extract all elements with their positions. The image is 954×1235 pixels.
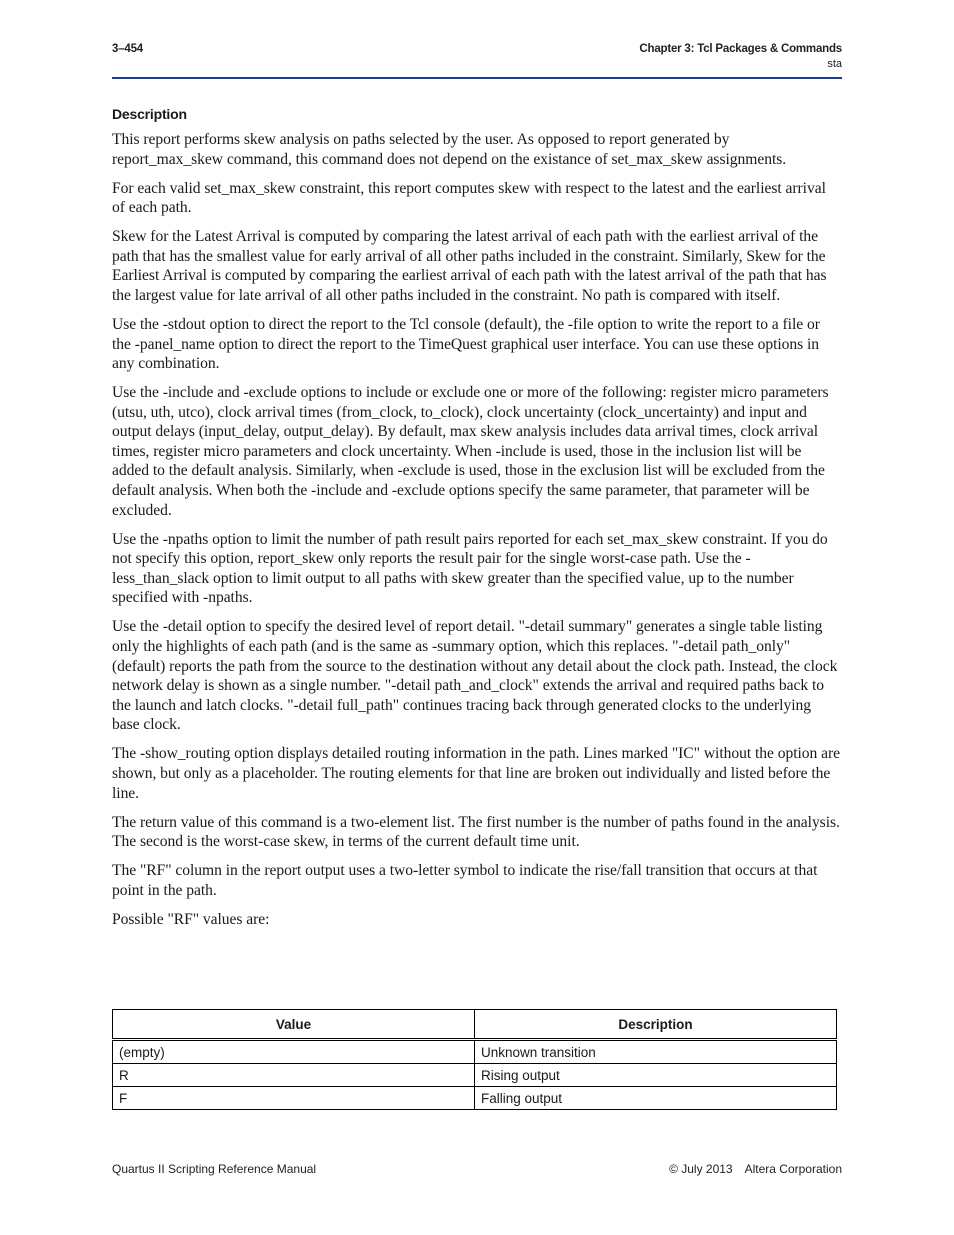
section-name: sta xyxy=(827,58,842,70)
rf-values-table xyxy=(112,1009,837,1110)
paragraph: Possible "RF" values are: xyxy=(112,910,270,928)
table-cell-value: R xyxy=(113,1064,475,1087)
footer-copyright xyxy=(669,1162,842,1176)
description-heading: Description xyxy=(112,106,187,122)
column-header-value: Value xyxy=(113,1010,475,1040)
description-section xyxy=(112,106,842,939)
table-cell-description: Rising output xyxy=(475,1064,837,1087)
paragraph: Use the -detail option to specify the desired level of report detail. "-detail summary" generates a single table listing only the highlights of each path (and is the same as -summary option, which this replaces. "-detail path_only" (default) reports the path from the source to the destination without any detail about the clock path. Instead, the clock network delay is shown as a single number. "-detail path_and_clock" extends the arrival and required paths back to the launch and latch clocks. "-detail full_path" continues tracing back through generated clocks to the underlying base clock. xyxy=(112,618,838,734)
paragraph: The return value of this command is a two-element list. The first number is the number of paths found in the analysis. The second is the worst-case skew, in terms of the current default time unit. xyxy=(112,813,840,851)
paragraph: The -show_routing option displays detailed routing information in the path. Lines marked "IC" without the option are shown, but only as a placeholder. The routing elements for that line are broken out individually and listed before the line. xyxy=(112,745,841,802)
chapter-title: Chapter 3: Tcl Packages & Commands xyxy=(639,43,842,55)
footer-company: Altera Corporation xyxy=(744,1162,842,1176)
paragraph: Use the -include and -exclude options to include or exclude one or more of the following: register micro parameters (utsu, uth, utco), clock arrival times (from_clock, to_clock), clock uncertainty (clock_uncertainty) and input and output delays (input_delay, output_delay). By default, max skew analysis includes data arrival times, clock arrival times, register micro parameters and clock uncertainty. When -include is used, those in the inclusion list will be added to the default analysis. Similarly, when -exclude is used, those in the exclusion list will be excluded from the default analysis. When both the -include and -exclude options specify the same parameter, that parameter will be excluded. xyxy=(112,384,829,519)
paragraph: Use the -npaths option to limit the number of path result pairs reported for each set_max_skew constraint. If you do not specify this option, report_skew only reports the result pair for the single worst-case path. Use the -less_than_slack option to limit output to all paths with skew greater than the specified value, up to the number specified with -npaths. xyxy=(112,530,828,607)
paragraph: This report performs skew analysis on paths selected by the user. As opposed to report generated by report_max_skew command, this command does not depend on the existance of set_max_skew assignments. xyxy=(112,131,787,168)
page-number: 3–454 xyxy=(112,43,143,55)
table-cell-value: (empty) xyxy=(113,1040,475,1064)
column-header-description: Description xyxy=(475,1010,837,1040)
footer-date: © July 2013 xyxy=(669,1162,733,1176)
paragraph: The "RF" column in the report output uses a two-letter symbol to indicate the rise/fall transition that occurs at that point in the path. xyxy=(112,862,818,899)
paragraph: Skew for the Latest Arrival is computed by comparing the latest arrival of each path with the earliest arrival of the path that has the smallest value for early arrival of all other paths included in the constraint. Similarly, Skew for the Earliest Arrival is computed by comparing the earliest arrival of each path with the latest arrival of the path that has the largest value for late arrival of all other paths included in the constraint. No path is compared with itself. xyxy=(112,228,827,304)
header-rule xyxy=(112,77,842,79)
table-cell-description: Unknown transition xyxy=(475,1040,837,1064)
paragraph: Use the -stdout option to direct the report to the Tcl console (default), the -file option to write the report to a file or the -panel_name option to direct the report to the TimeQuest graphical user interface. You can use these options in any combination. xyxy=(112,315,820,373)
table-row xyxy=(113,1087,837,1110)
table-row xyxy=(113,1064,837,1087)
table-header-row xyxy=(113,1010,837,1040)
footer-manual-title: Quartus II Scripting Reference Manual xyxy=(112,1162,317,1176)
table-cell-value: F xyxy=(113,1087,475,1110)
table-row xyxy=(113,1040,837,1064)
paragraph: For each valid set_max_skew constraint, this report computes skew with respect to the latest and the earliest arrival of each path. xyxy=(112,179,826,217)
table-cell-description: Falling output xyxy=(475,1087,837,1110)
